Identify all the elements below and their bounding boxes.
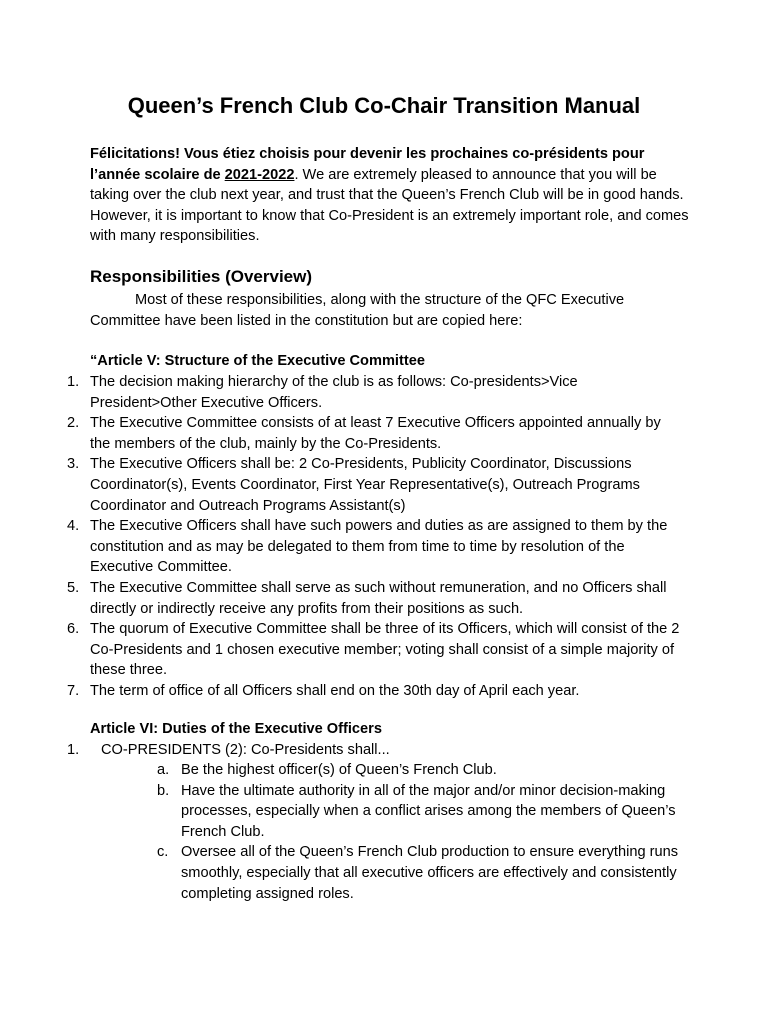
- list-number: 1.: [67, 742, 80, 758]
- list-item-text: The Executive Officers shall be: 2 Co-Presidents, Publicity Coordinator, Discussions Coordinator(s), Events Coordinator, First Year Representative(s), Outreach Programs Coordinator and Outreach Programs Assistant(s): [90, 456, 640, 514]
- sub-list-item-text: Be the highest officer(s) of Queen’s French Club.: [181, 762, 497, 778]
- overview-paragraph: Most of these responsibilities, along with the structure of the QFC Executive Committee have been listed in the constitution but are copied here:: [90, 292, 625, 329]
- sub-list-letter: c.: [157, 844, 169, 861]
- sub-list-letter: a.: [157, 762, 170, 778]
- list-item-text: The Executive Officers shall have such powers and duties as are assigned to them by the constitution and as may be delegated to them from time to time by resolution of the Executive Committee.: [90, 518, 668, 576]
- list-item: [67, 516, 680, 578]
- intro-body-text: . We are extremely pleased to announce that you will be taking over the club next year, and trust that the Queen’s French Club will be in good hands. However, it is important to know that Co-President is an extremely important role, and comes with many responsibilities.: [90, 166, 689, 245]
- sub-list-letter: b.: [157, 782, 170, 799]
- list-item-text: The decision making hierarchy of the club is as follows: Co-presidents>Vice President>Other Executive Officers.: [90, 374, 578, 411]
- list-item: [67, 413, 680, 454]
- list-number: 4.: [67, 518, 80, 535]
- article-6-heading: Article VI: Duties of the Executive Officers: [90, 721, 382, 737]
- list-item-text: CO-PRESIDENTS (2): Co-Presidents shall...: [101, 742, 390, 758]
- article-5-list: [67, 372, 680, 702]
- list-item: [67, 681, 680, 702]
- list-item-text: The quorum of Executive Committee shall be three of its Officers, which will consist of the 2 Co-Presidents and 1 chosen executive member; voting shall consist of a simple majority of these three.: [90, 621, 680, 679]
- list-number: 7.: [67, 682, 80, 699]
- list-item: [67, 578, 680, 619]
- list-item: [67, 454, 680, 516]
- article-5-heading: “Article V: Structure of the Executive Committee: [90, 353, 425, 369]
- sub-list-item: [157, 781, 681, 843]
- list-item-text: The Executive Committee consists of at least 7 Executive Officers appointed annually by the members of the club, mainly by the Co-Presidents.: [90, 415, 661, 452]
- list-item: [67, 372, 680, 413]
- list-item: [67, 619, 680, 681]
- list-item: [67, 740, 681, 761]
- list-item-text: The Executive Committee shall serve as such without remuneration, and no Officers shall directly or indirectly receive any profits from their positions as such.: [90, 579, 667, 617]
- responsibilities-heading: Responsibilities (Overview): [90, 267, 313, 286]
- list-number: 1.: [67, 374, 80, 390]
- intro-school-year: 2021-2022: [224, 166, 295, 183]
- document-title: Queen’s French Club Co-Chair Transition Manual: [127, 93, 641, 118]
- article-6-list: [67, 740, 681, 761]
- list-number: 5.: [67, 579, 80, 596]
- list-item-text: The term of office of all Officers shall end on the 30th day of April each year.: [90, 682, 580, 699]
- sub-list-item-text: Oversee all of the Queen’s French Club production to ensure everything runs smoothly, especially that all executive officers are effectively and consistently completing assigned roles.: [181, 844, 679, 902]
- list-number: 6.: [67, 621, 80, 638]
- co-president-duties-list: [157, 760, 681, 904]
- sub-list-item: [157, 842, 681, 904]
- intro-bold-lead: Félicitations! Vous étiez choisis pour devenir les prochaines co-présidents pour l’année scolaire de: [90, 146, 645, 183]
- sub-list-item: [157, 760, 681, 781]
- intro-paragraph: [90, 144, 690, 247]
- list-number: 3.: [67, 456, 80, 473]
- sub-list-item-text: Have the ultimate authority in all of the major and/or minor decision-making processes, especially when a conflict arises among the members of Queen’s French Club.: [181, 782, 676, 840]
- list-number: 2.: [67, 415, 80, 432]
